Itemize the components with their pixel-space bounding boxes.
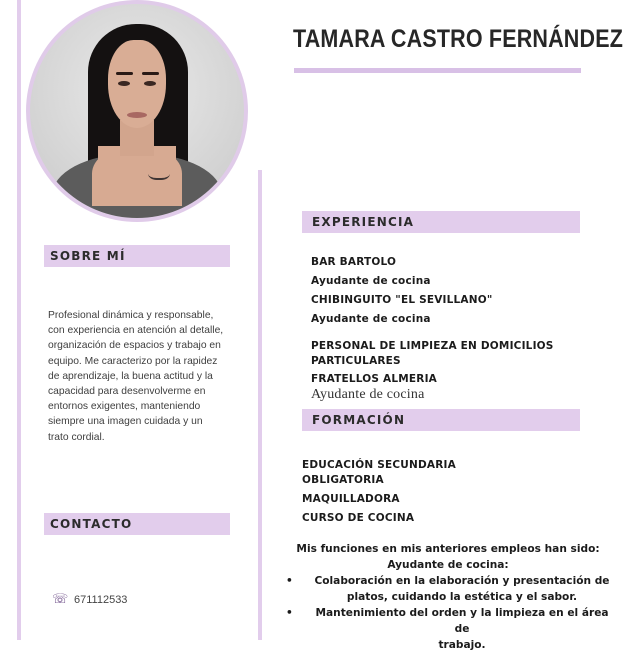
duty-line: Colaboración en la elaboración y presentación de (314, 575, 610, 587)
about-line: de aprendizaje, la buena actitud y la (48, 370, 213, 382)
bullet-icon: • (286, 607, 293, 619)
about-text (48, 308, 238, 445)
education-item: MAQUILLADORA (302, 493, 400, 505)
duty-line: platos, cuidando la estética y el sabor. (346, 591, 578, 603)
duties-list (280, 573, 616, 653)
contact-phone (52, 592, 127, 607)
experience-title: EXPERIENCIA (312, 215, 415, 229)
job-role: Ayudante de cocina (311, 313, 431, 325)
about-line: con experiencia en atención al detalle, (48, 325, 224, 337)
about-line: siempre una imagen cuidada y un (48, 416, 203, 428)
employer: BAR BARTOLO (311, 256, 397, 268)
about-title: SOBRE MÍ (50, 249, 126, 263)
profile-photo-frame (26, 0, 248, 222)
employer: PERSONAL DE LIMPIEZA EN DOMICILIOS (311, 340, 554, 352)
education-section-header (302, 409, 580, 431)
employer: PARTICULARES (311, 355, 401, 367)
duties-intro: Mis funciones en mis anteriores empleos han sido: (296, 543, 600, 555)
duty-line: trabajo. (438, 639, 486, 651)
about-line: trato cordial. (48, 431, 105, 443)
sidebar-divider-line (258, 170, 262, 640)
about-line: capacidad para desenvolverme en (48, 386, 206, 398)
duty-line: Mantenimiento del orden y la limpieza en el área de (315, 607, 609, 635)
duties-section (280, 541, 616, 653)
experience-list (311, 256, 611, 406)
name-underline (294, 68, 581, 73)
phone-icon: ☏ (52, 592, 69, 607)
candidate-name: TAMARA CASTRO FERNÁNDEZ (293, 25, 624, 53)
job-role: Ayudante de cocina (311, 387, 425, 402)
education-title: FORMACIÓN (312, 413, 406, 427)
bullet-icon: • (286, 575, 293, 587)
about-line: equipo. Me caracterizo por la rapidez (48, 355, 218, 367)
education-item: CURSO DE COCINA (302, 512, 415, 524)
education-item: OBLIGATORIA (302, 474, 384, 486)
education-item: EDUCACIÓN SECUNDARIA (302, 459, 456, 471)
education-list (302, 459, 602, 531)
contact-title: CONTACTO (50, 517, 133, 531)
employer: CHIBINGUITO "EL SEVILLANO" (311, 294, 493, 306)
left-border-line (17, 0, 21, 640)
employer: FRATELLOS ALMERIA (311, 373, 438, 385)
duties-subtitle: Ayudante de cocina: (387, 559, 509, 571)
experience-section-header (302, 211, 580, 233)
job-role: Ayudante de cocina (311, 275, 431, 287)
contact-section-header (44, 513, 230, 535)
profile-photo (30, 4, 244, 218)
about-line: Profesional dinámica y responsable, (48, 310, 214, 321)
about-line: entornos exigentes, manteniendo (48, 401, 201, 413)
phone-number: 671112533 (74, 593, 128, 606)
duty-item (280, 605, 616, 653)
about-line: organización de espacios y trabajo en (48, 340, 221, 352)
duty-item (280, 573, 616, 605)
about-section-header (44, 245, 230, 267)
